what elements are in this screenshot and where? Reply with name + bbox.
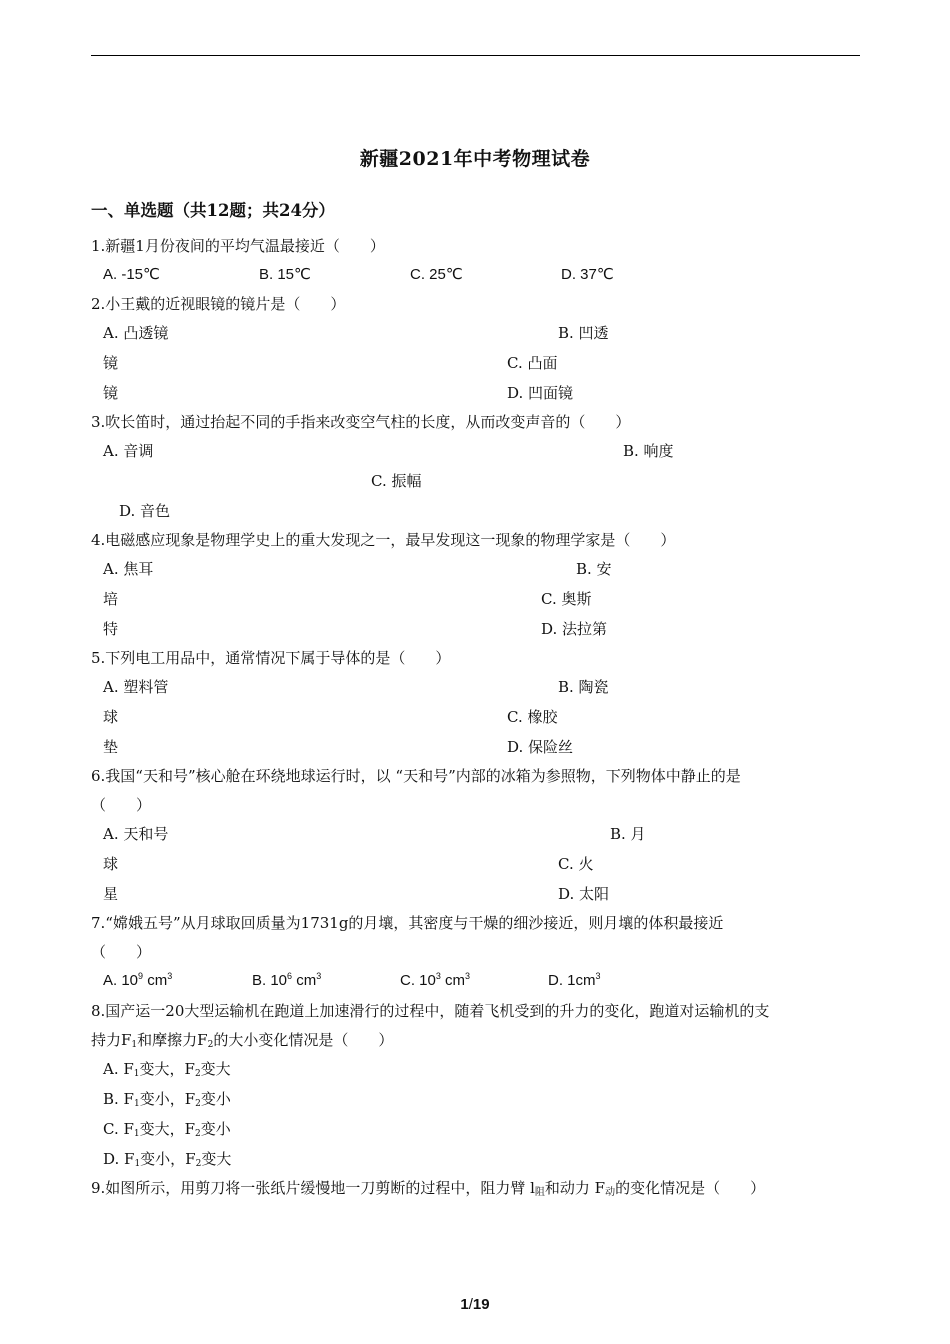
question-5-option-b[interactable]: B. 陶瓷 (558, 678, 609, 696)
question-6-stem: 6.我国“天和号”核心舱在环绕地球运行时，以 “天和号”内部的冰箱为参照物，下列物体中静止的是 (91, 767, 741, 785)
question-2-option-b[interactable]: B. 凹透 (558, 324, 609, 342)
question-5-option-c-cont: 垫 (103, 738, 119, 756)
question-7-option-c[interactable]: C. $10^3$ $cm^3$ (400, 971, 471, 989)
question-8-option-d[interactable]: D. $F_1$变小，$F_2$变大 (103, 1150, 232, 1169)
question-8-stem: 8.国产运一20大型运输机在跑道上加速滑行的过程中，随着飞机受到的升力的变化，跑道对运输机的支 (91, 1002, 770, 1020)
question-1-stem: 1.新疆1月份夜间的平均气温最接近（ ） (91, 237, 385, 255)
question-4-option-a[interactable]: A. 焦耳 (103, 560, 154, 578)
question-2-option-c-cont: 镜 (103, 384, 119, 402)
question-6-option-b[interactable]: B. 月 (610, 825, 646, 843)
question-6-option-b-cont: 球 (103, 855, 119, 873)
question-3-stem: 3.吹长笛时，通过抬起不同的手指来改变空气柱的长度，从而改变声音的（ ） (91, 413, 631, 431)
question-6-option-c[interactable]: C. 火 (558, 855, 594, 873)
question-8-option-a[interactable]: A. $F_1$变大，$F_2$变大 (103, 1060, 231, 1079)
question-8-stem-cont: 持力$F_1$和摩擦力$F_2$的大小变化情况是（ ） (91, 1031, 394, 1050)
question-6-option-d[interactable]: D. 太阳 (558, 885, 610, 903)
question-2-option-b-cont: 镜 (103, 354, 119, 372)
question-2-option-d[interactable]: D. 凹面镜 (507, 384, 574, 402)
question-4-option-b-cont: 培 (103, 590, 119, 608)
question-4-option-d[interactable]: D. 法拉第 (541, 620, 608, 638)
question-6-option-a[interactable]: A. 天和号 (103, 825, 169, 843)
question-4-option-b[interactable]: B. 安 (576, 560, 612, 578)
question-1-option-a[interactable]: A. -15℃ (103, 266, 160, 283)
question-7-option-a[interactable]: A. $10^9$ $cm^3$ (103, 971, 173, 989)
question-7-stem-cont: （ ） (91, 943, 152, 961)
question-5-option-a[interactable]: A. 塑料管 (103, 678, 169, 696)
section-heading: 一、单选题（共12题；共24分） (91, 201, 335, 220)
question-8-option-b[interactable]: B. $F_1$变小，$F_2$变小 (103, 1090, 231, 1109)
question-2-option-a[interactable]: A. 凸透镜 (103, 324, 169, 342)
question-3-option-b[interactable]: B. 响度 (623, 442, 674, 460)
page-number: 1 (460, 1296, 469, 1313)
question-3-option-d[interactable]: D. 音色 (119, 502, 171, 520)
question-7-stem: 7.“嫦娥五号”从月球取回质量为1731g的月壤，其密度与干燥的细沙接近，则月壤的体积最接近 (91, 914, 724, 932)
question-7-option-d[interactable]: D. $1cm^3$ (548, 971, 601, 989)
question-6-stem-cont: （ ） (91, 796, 152, 814)
question-8-option-c[interactable]: C. $F_1$变大，$F_2$变小 (103, 1120, 231, 1139)
question-1-option-b[interactable]: B. 15℃ (259, 266, 311, 283)
question-6-option-c-cont: 星 (103, 885, 119, 903)
question-5-option-c[interactable]: C. 橡胶 (507, 708, 558, 726)
page-separator: / (468, 1296, 473, 1313)
question-4-option-c-cont: 特 (103, 620, 119, 638)
question-1-option-c[interactable]: C. 25℃ (410, 266, 463, 283)
question-2-option-c[interactable]: C. 凸面 (507, 354, 558, 372)
question-1-option-d[interactable]: D. 37℃ (561, 266, 614, 283)
question-5-option-b-cont: 球 (103, 708, 119, 726)
question-3-option-a[interactable]: A. 音调 (103, 442, 154, 460)
question-9-stem: 9.如图所示，用剪刀将一张纸片缓慢地一刀剪断的过程中，阻力臂 $l_阻$和动力 $F_动$的变化情况是（ ） (91, 1179, 766, 1198)
question-4-stem: 4.电磁感应现象是物理学史上的重大发现之一，最早发现这一现象的物理学家是（ ） (91, 531, 676, 549)
question-2-stem: 2.小王戴的近视眼镜的镜片是（ ） (91, 295, 346, 313)
page-footer (0, 1296, 950, 1313)
question-3-option-c[interactable]: C. 振幅 (371, 472, 422, 490)
header-rule (91, 55, 860, 56)
question-5-stem: 5.下列电工用品中，通常情况下属于导体的是（ ） (91, 649, 451, 667)
question-7-option-b[interactable]: B. $10^6$ $cm^3$ (252, 971, 322, 989)
question-4-option-c[interactable]: C. 奥斯 (541, 590, 592, 608)
page-total: 19 (472, 1296, 490, 1313)
question-5-option-d[interactable]: D. 保险丝 (507, 738, 574, 756)
document-title: 新疆2021年中考物理试卷 (359, 148, 591, 170)
